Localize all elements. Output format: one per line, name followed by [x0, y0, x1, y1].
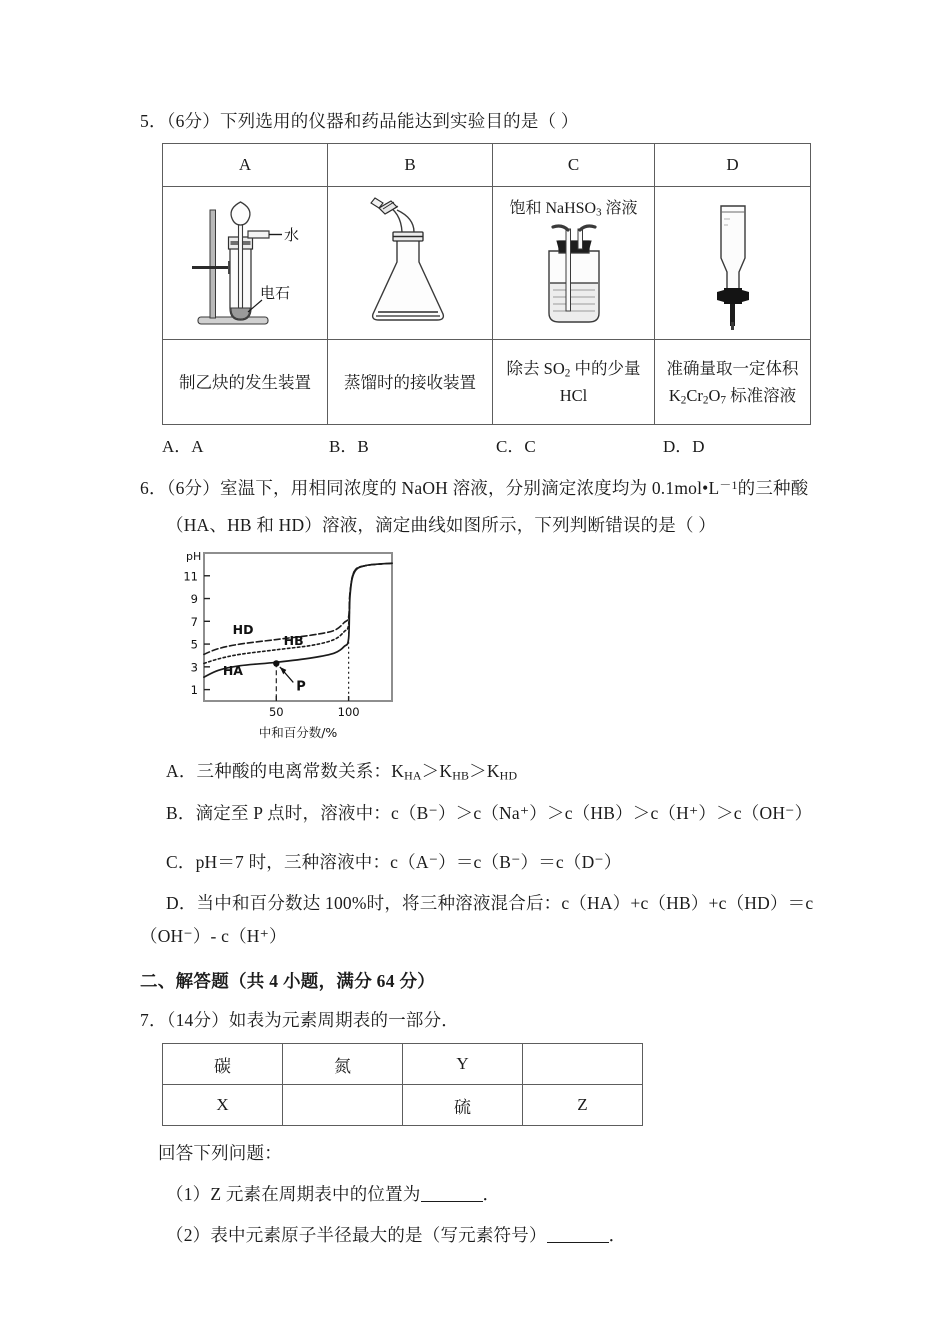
- table-header-d: D: [655, 144, 811, 187]
- table-row: [163, 1085, 643, 1126]
- table-row-headers: [163, 144, 811, 187]
- svg-text:HA: HA: [222, 663, 243, 679]
- chart-y-axis-label: pH: [186, 550, 202, 564]
- svg-text:1: 1: [190, 683, 198, 698]
- periodic-cell-r2c4: Z: [523, 1085, 643, 1126]
- periodic-cell-r1c3: Y: [403, 1044, 523, 1085]
- page-content: [140, 108, 830, 1250]
- question-7-sub-1: （1）Z 元素在周期表中的位置为 ．: [166, 1184, 501, 1205]
- question-6-stem-line1: 6．（6分）室温下，用相同浓度的 NaOH 溶液，分别滴定浓度均为 $0.1mol•L^{-1}$的三种酸: [140, 478, 809, 499]
- periodic-cell-r1c1: 碳: [163, 1044, 283, 1085]
- apparatus-cell-c: [493, 187, 655, 340]
- question-7-sub-2: （2）表中元素原子半径最大的是（写元素符号） ．: [166, 1225, 627, 1246]
- question-6-option-d-line1[interactable]: D．当中和百分数达 100%时，将三种溶液混合后：c（HA）+c（HB）+c（HD）＝c: [166, 892, 814, 913]
- chart-x-axis-label: 中和百分数/%: [258, 725, 338, 741]
- description-cell-c: 除去 $SO_2$ 中的少量 HCl: [493, 340, 655, 425]
- svg-text:50: 50: [268, 705, 284, 720]
- question-5-options: [162, 432, 830, 457]
- table-row-figures: [163, 187, 811, 340]
- option-b[interactable]: B．B: [329, 437, 369, 457]
- description-cell-b: 蒸馏时的接收装置: [328, 340, 493, 425]
- question-7-stem: 7．（14分）如表为元素周期表的一部分．: [140, 1010, 459, 1030]
- apparatus-cell-a: [163, 187, 328, 340]
- periodic-cell-r1c2: 氮: [283, 1044, 403, 1085]
- apparatus-c-caption: 饱和 NaHSO$_3$ 溶液: [509, 200, 638, 219]
- table-row-descriptions: [163, 340, 811, 425]
- question-5-table: [162, 143, 811, 425]
- question-5-stem: 5．（6分）下列选用的仪器和药品能达到实验目的是（ ）: [140, 111, 579, 131]
- option-c[interactable]: C．C: [496, 437, 536, 457]
- periodic-cell-r1c4: [523, 1044, 643, 1085]
- svg-text:9: 9: [190, 592, 198, 607]
- svg-text:P: P: [296, 679, 306, 695]
- svg-text:HD: HD: [232, 622, 254, 638]
- description-cell-a: 制乙炔的发生装置: [163, 340, 328, 425]
- question-6-option-d-line2[interactable]: （OH⁻）- c（H⁺）: [140, 925, 287, 946]
- table-header-a: A: [163, 144, 328, 187]
- description-cell-d-line2: $K_2Cr_2O_7$ 标准溶液: [668, 385, 797, 407]
- svg-text:7: 7: [190, 615, 198, 630]
- section-heading-2: 二、解答题（共 4 小题，满分 64 分）: [140, 971, 436, 991]
- question-7-prompt: 回答下列问题：: [158, 1143, 282, 1164]
- apparatus-cell-b: [328, 187, 493, 340]
- burette-icon: [693, 192, 773, 334]
- svg-text:电石: 电石: [260, 284, 291, 303]
- acetylene-generator-icon: [170, 192, 320, 334]
- svg-text:3: 3: [190, 660, 198, 675]
- question-6-option-b[interactable]: B．滴定至 P 点时，溶液中：c（B⁻）＞c（Na⁺）＞c（HB）＞c（H⁺）＞c（OH⁻）: [166, 802, 813, 823]
- periodic-cell-r2c2: [283, 1085, 403, 1126]
- distillation-receiver-icon: [335, 192, 485, 334]
- periodic-cell-r2c1: X: [163, 1085, 283, 1126]
- question-7-periodic-table: [162, 1043, 643, 1126]
- option-a[interactable]: A．A: [162, 437, 204, 457]
- svg-text:水: 水: [284, 226, 300, 245]
- svg-text:100: 100: [337, 705, 360, 720]
- answer-blank-1[interactable]: [421, 1185, 483, 1203]
- svg-text:HB: HB: [283, 633, 304, 649]
- description-cell-c-line2: HCl: [559, 386, 588, 406]
- answer-blank-2[interactable]: [547, 1226, 609, 1244]
- table-row: [163, 1044, 643, 1085]
- question-6-option-a[interactable]: A．三种酸的电离常数关系：$K_{HA}>K_{HB}>K_{HD}$: [166, 761, 518, 783]
- question-6-option-c[interactable]: C．pH＝7 时，三种溶液中：c（A⁻）＝c（B⁻）＝c（D⁻）: [166, 851, 622, 872]
- svg-text:11: 11: [183, 569, 198, 584]
- apparatus-cell-d: [655, 187, 811, 340]
- option-d[interactable]: D．D: [663, 437, 705, 457]
- titration-curve-svg: [162, 543, 412, 743]
- description-cell-d: 准确量取一定体积 $K_2Cr_2O_7$ 标准溶液: [655, 340, 811, 425]
- question-6-stem-line2: （HA、HB 和 HD）溶液，滴定曲线如图所示，下列判断错误的是（ ）: [166, 515, 716, 536]
- table-header-c: C: [493, 144, 655, 187]
- titration-curve-chart: [162, 543, 830, 748]
- table-header-b: B: [328, 144, 493, 187]
- gas-washing-bottle-icon: [519, 221, 629, 331]
- periodic-cell-r2c3: 硫: [403, 1085, 523, 1126]
- svg-text:5: 5: [190, 637, 198, 652]
